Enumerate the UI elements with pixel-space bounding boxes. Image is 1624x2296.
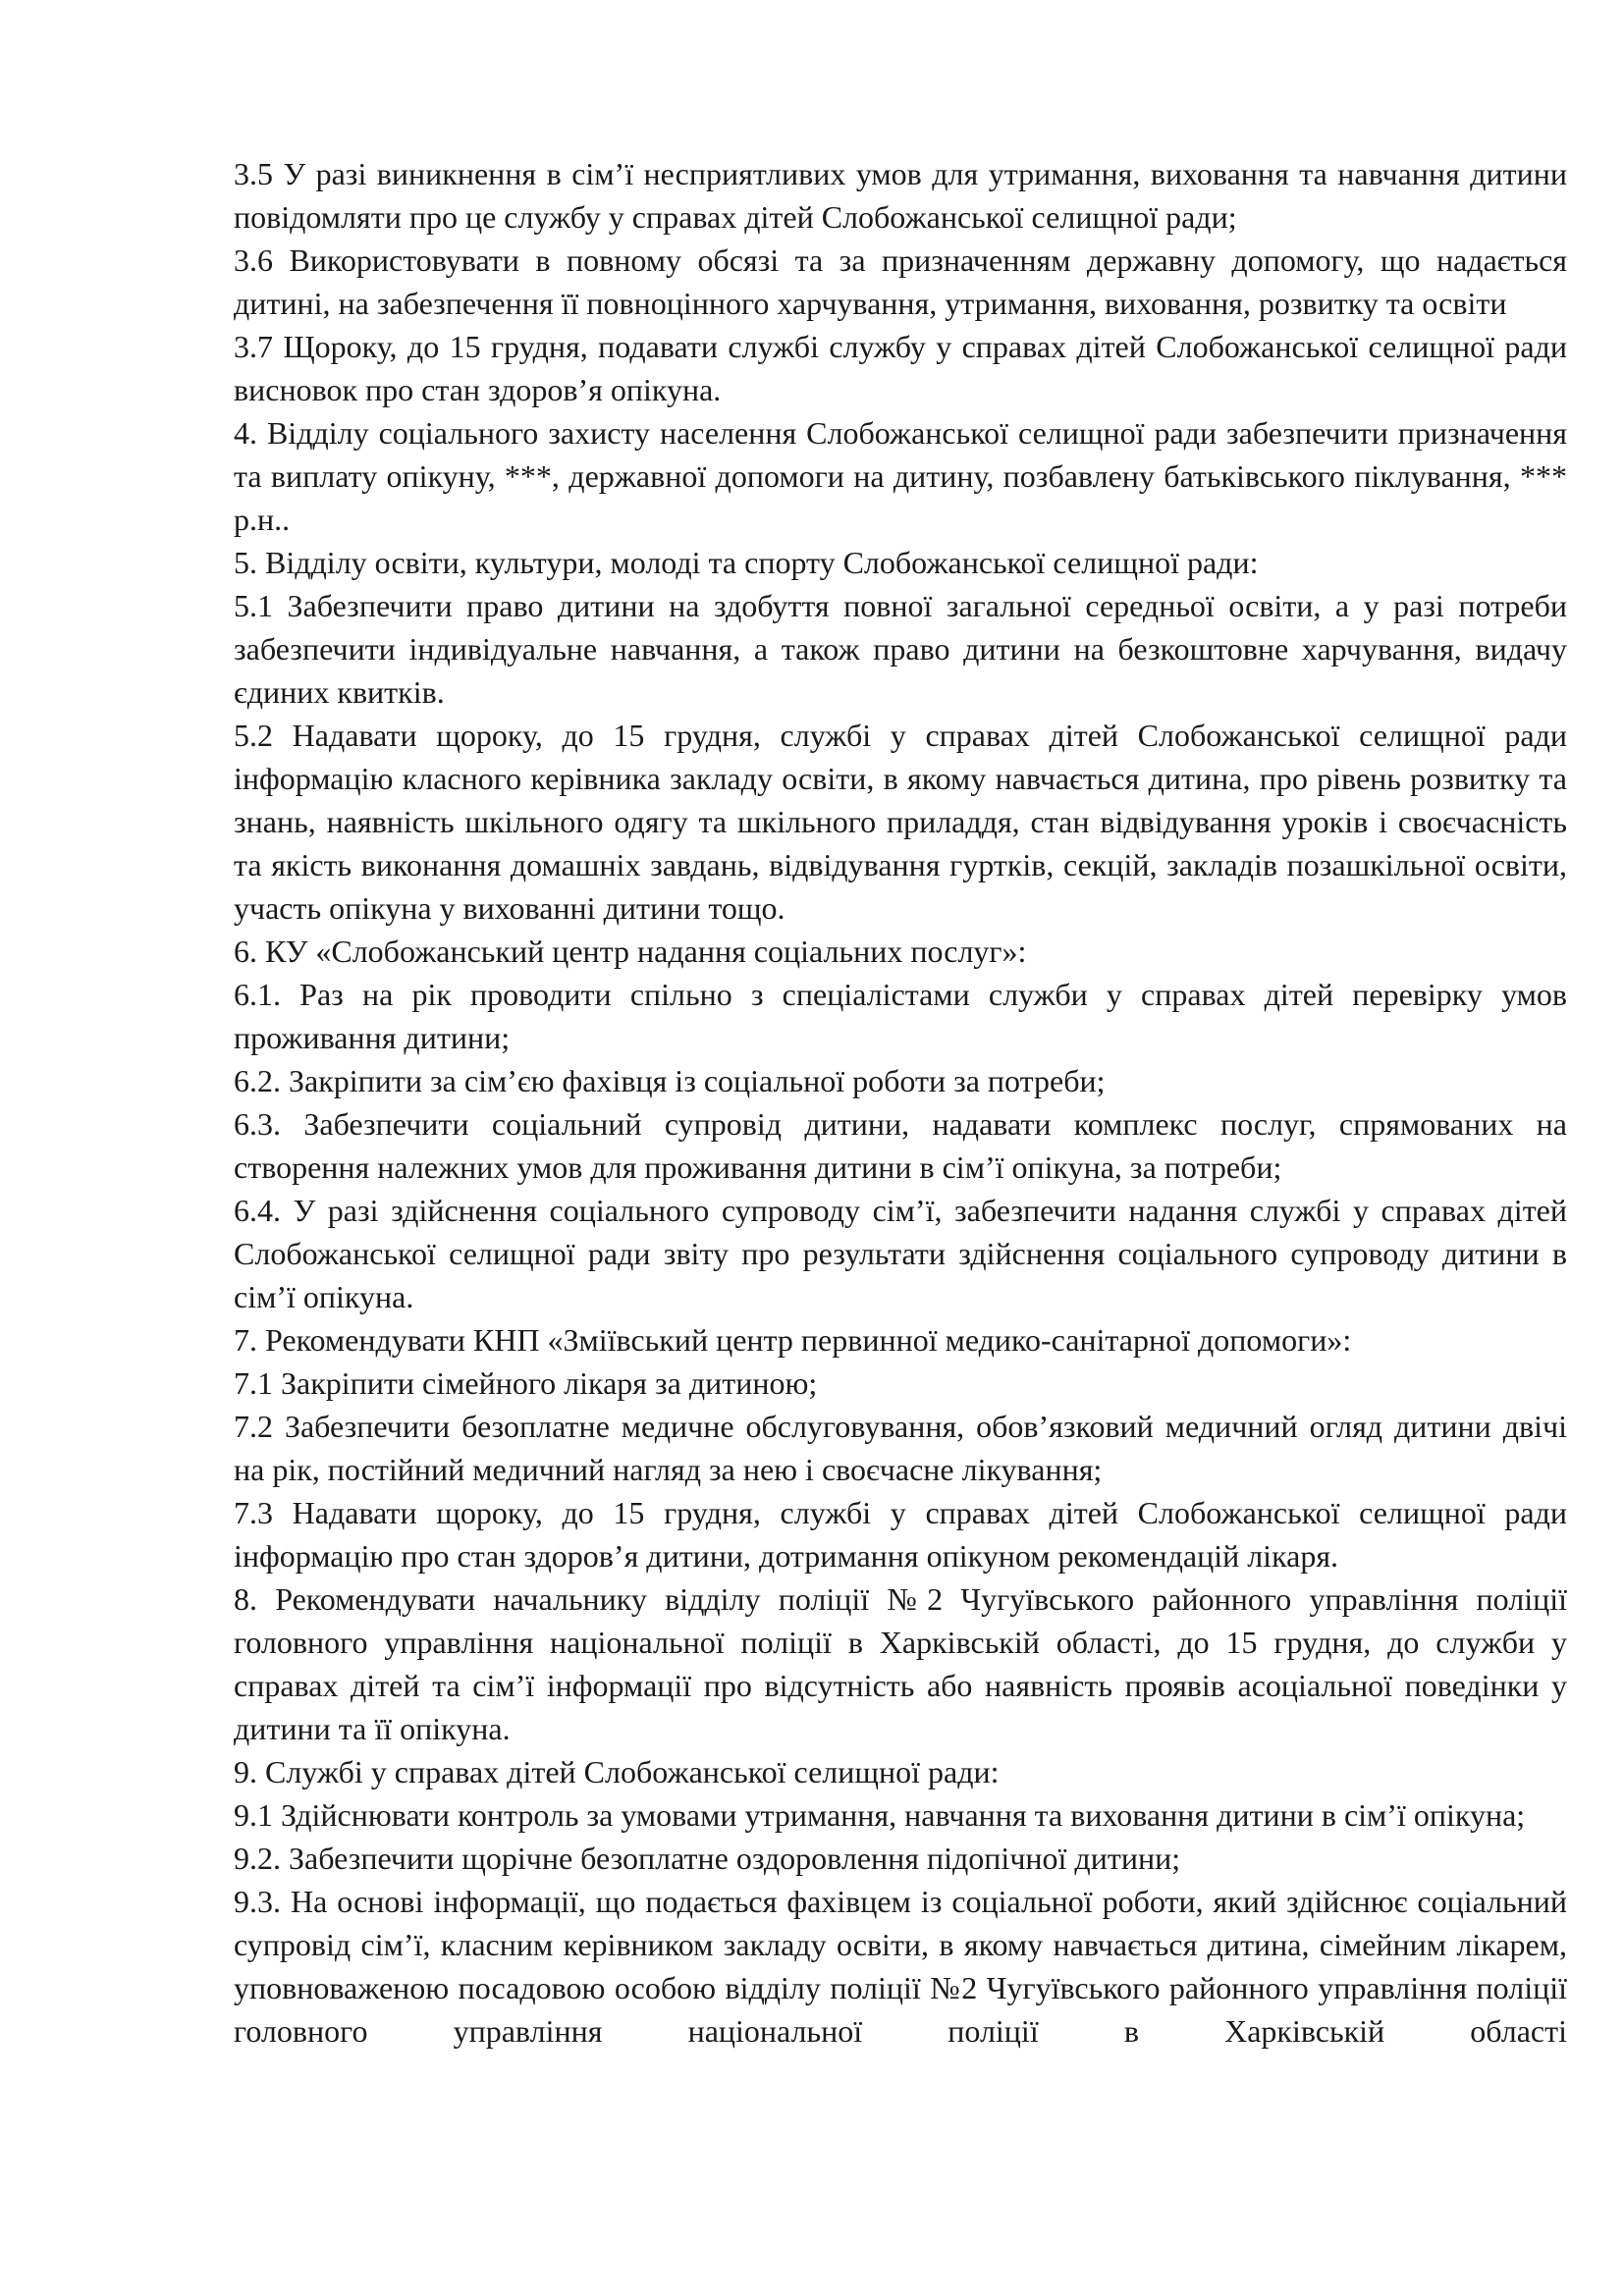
paragraph-3-7: 3.7 Щороку, до 15 грудня, подавати службі службу у справах дітей Слобожанської селищної ради висновок про стан здоров’я опікуна. [234, 329, 1567, 407]
paragraph-6-1: 6.1. Раз на рік проводити спільно з спеціалістами служби у справах дітей перевірку умов проживання дитини; [234, 977, 1567, 1055]
paragraph-9-3: 9.3. На основі інформації, що подається фахівцем із соціальної роботи, який здійснює соціальний супровід сім’ї, класним керівником закладу освіти, в якому навчається дитина, сімейним лікарем, уповноваженою посадовою особою відділу поліції №2 Чугуївського районного управління поліції головного управління національної поліції в Харківській області [234, 1884, 1567, 2049]
paragraph-9-2: 9.2. Забезпечити щорічне безоплатне оздоровлення підопічної дитини; [234, 1841, 1181, 1876]
paragraph-3-5: 3.5 У разі виникнення в сім’ї несприятливих умов для утримання, виховання та навчання дитини повідомляти про це службу у справах дітей Слобожанської селищної ради; [234, 156, 1567, 235]
paragraph-6: 6. КУ «Слобожанський центр надання соціальних послуг»: [234, 934, 1027, 969]
paragraph-7-2: 7.2 Забезпечити безоплатне медичне обслуговування, обов’язковий медичний огляд дитини двічі на рік, постійний медичний нагляд за нею і своєчасне лікування; [234, 1409, 1567, 1487]
paragraph-5-1: 5.1 Забезпечити право дитини на здобуття повної загальної середньої освіти, а у разі потреби забезпечити індивідуальне навчання, а також право дитини на безкоштовне харчування, видачу єдиних квитків. [234, 588, 1567, 710]
paragraph-8: 8. Рекомендувати начальнику відділу поліції №2 Чугуївського районного управління поліції головного управління національної поліції в Харківській області, до 15 грудня, до служби у справах дітей та сім’ї інформації про відсутність або наявність проявів асоціальної поведінки у дитини та її опікуна. [234, 1581, 1567, 1746]
paragraph-7-3: 7.3 Надавати щороку, до 15 грудня, службі у справах дітей Слобожанської селищної ради інформацію про стан здоров’я дитини, дотримання опікуном рекомендацій лікаря. [234, 1495, 1567, 1574]
paragraph-9: 9. Службі у справах дітей Слобожанської селищної ради: [234, 1754, 1000, 1789]
paragraph-7-1: 7.1 Закріпити сімейного лікаря за дитиною; [234, 1365, 818, 1401]
paragraph-7: 7. Рекомендувати КНП «Зміївський центр первинної медико-санітарної допомоги»: [234, 1322, 1352, 1358]
paragraph-4: 4. Відділу соціального захисту населення Слобожанської селищної ради забезпечити призначення та виплату опікуну, ***, державної допомоги на дитину, позбавлену батьківського піклування, *** р.н.. [234, 415, 1567, 537]
paragraph-6-4: 6.4. У разі здійснення соціального супроводу сім’ї, забезпечити надання службі у справах дітей Слобожанської селищної ради звіту про результати здійснення соціального супроводу дитини в сім’ї опікуна. [234, 1193, 1567, 1314]
paragraph-5-2: 5.2 Надавати щороку, до 15 грудня, службі у справах дітей Слобожанської селищної ради інформацію класного керівника закладу освіти, в якому навчається дитина, про рівень розвитку та знань, наявність шкільного одягу та шкільного приладдя, стан відвідування уроків і своєчасність та якість виконання домашніх завдань, відвідування гуртків, секцій, закладів позашкільної освіти, участь опікуна у вихованні дитини тощо. [234, 718, 1567, 926]
paragraph-5: 5. Відділу освіти, культури, молоді та спорту Слобожанської селищної ради: [234, 545, 1259, 580]
paragraph-6-2: 6.2. Закріпити за сім’єю фахівця із соціальної роботи за потреби; [234, 1063, 1106, 1098]
document-page [234, 152, 1567, 2053]
paragraph-6-3: 6.3. Забезпечити соціальний супровід дитини, надавати комплекс послуг, спрямованих на створення належних умов для проживання дитини в сім’ї опікуна, за потреби; [234, 1106, 1567, 1185]
paragraph-3-6: 3.6 Використовувати в повному обсязі та за призначенням державну допомогу, що надається дитині, на забезпечення її повноцінного харчування, утримання, виховання, розвитку та освіти [234, 242, 1567, 321]
paragraph-9-1: 9.1 Здійснювати контроль за умовами утримання, навчання та виховання дитини в сім’ї опікуна; [234, 1797, 1526, 1833]
